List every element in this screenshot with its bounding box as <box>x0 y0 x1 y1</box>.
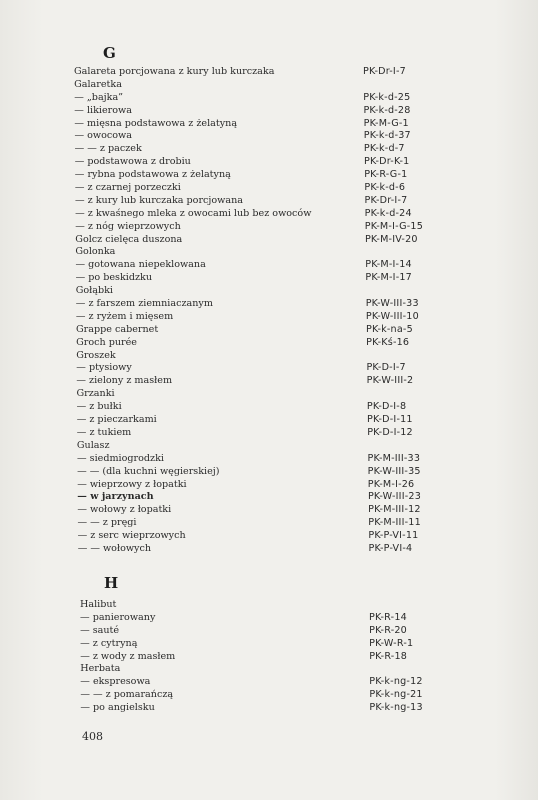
entry-name: Galaretka <box>74 78 122 90</box>
entry-code: PK-P-VI-4 <box>368 542 413 554</box>
index-entry <box>0 543 538 556</box>
entry-name: — — z pomarańczą <box>80 689 174 701</box>
entry-name: — z serc wieprzowych <box>77 530 186 542</box>
index-entry <box>0 92 538 105</box>
entry-code: PK-Kś-16 <box>366 336 410 348</box>
index-entry <box>0 388 538 401</box>
entry-name: — siedmiogrodzki <box>77 452 164 464</box>
entry-name: — panierowany <box>80 611 156 623</box>
entry-name: — zielony z masłem <box>76 375 173 387</box>
entry-name: Groszek <box>76 349 116 361</box>
entry-name: — z nóg wieprzowych <box>75 220 181 232</box>
section-g <box>0 66 538 556</box>
entry-name: — wieprzowy z łopatki <box>77 478 187 490</box>
index-entry <box>0 625 538 638</box>
index-entry <box>0 651 538 664</box>
entry-name: — wołowy z łopatki <box>77 504 172 516</box>
index-entry <box>0 427 538 440</box>
index-entry <box>0 676 538 689</box>
entry-code: PK-k-ng-12 <box>369 676 423 688</box>
entry-code: PK-Dr-I-7 <box>364 194 408 206</box>
index-entry <box>0 272 538 285</box>
index-entry <box>0 105 538 118</box>
index-entry <box>0 79 538 92</box>
index-entry <box>0 530 538 543</box>
entry-code: PK-R-14 <box>369 611 407 623</box>
entry-name: Gulasz <box>76 439 110 451</box>
entry-name: — owocowa <box>74 130 132 142</box>
index-entry <box>0 362 538 375</box>
entry-name: — z bułki <box>76 401 122 413</box>
index-entry <box>0 298 538 311</box>
entry-code: PK-R-18 <box>369 650 408 662</box>
entry-name: — — z pręgi <box>77 517 137 529</box>
entry-code: PK-P-VI-11 <box>368 530 419 542</box>
index-entry <box>0 259 538 272</box>
entry-code: PK-R-G-1 <box>364 169 408 181</box>
entry-code: PK-k-d-7 <box>363 143 405 155</box>
entry-code: PK-k-d-25 <box>363 91 411 103</box>
index-entry <box>0 375 538 388</box>
entry-name: — podstawowa z drobiu <box>74 156 191 168</box>
entry-name: — likierowa <box>74 104 132 116</box>
index-entry <box>0 285 538 298</box>
entry-code: PK-W-III-2 <box>366 375 414 387</box>
index-entry <box>0 118 538 131</box>
index-entry <box>0 143 538 156</box>
index-entry <box>0 689 538 702</box>
entry-code: PK-k-d-24 <box>364 207 412 219</box>
entry-code: PK-D-I-8 <box>366 401 407 413</box>
entry-name: — sauté <box>80 624 120 636</box>
entry-name: — „bajka” <box>74 91 124 103</box>
entry-name: — z kwaśnego mleka z owocami lub bez owoców <box>75 207 312 219</box>
entry-name: — z pieczarkami <box>76 414 157 426</box>
entry-name: — ekspresowa <box>80 676 151 688</box>
entry-name: — gotowana niepeklowana <box>75 259 206 271</box>
entry-name: — z ryżem i mięsem <box>75 310 174 322</box>
index-entry <box>0 311 538 324</box>
entry-code: PK-M-IV-20 <box>364 233 418 245</box>
entry-name: — po angielsku <box>80 702 155 714</box>
index-entry <box>0 182 538 195</box>
entry-name: — z czarnej porzeczki <box>74 182 181 194</box>
index-entry <box>0 491 538 504</box>
entry-code: PK-Dr-I-7 <box>363 66 406 77</box>
entry-name: Grappe cabernet <box>76 323 159 335</box>
entry-name: Grzanki <box>76 388 115 400</box>
entry-code: PK-M-III-12 <box>368 504 421 516</box>
entry-code: PK-M-III-11 <box>368 517 421 529</box>
entry-name: Galareta porcjowana z kury lub kurczaka <box>74 66 275 77</box>
entry-name: Halibut <box>80 599 117 610</box>
index-entry <box>0 401 538 414</box>
entry-code: PK-W-III-23 <box>367 491 421 503</box>
entry-code: PK-M-I-G-15 <box>364 220 424 232</box>
index-entry <box>0 195 538 208</box>
entry-name: — z kury lub kurczaka porcjowana <box>75 194 243 206</box>
index-entry <box>0 234 538 247</box>
entry-code: PK-Dr-K-1 <box>364 156 410 168</box>
index-entry <box>0 350 538 363</box>
entry-code: PK-M-G-1 <box>363 117 409 129</box>
entry-code: PK-D-I-12 <box>367 426 413 438</box>
entry-name: — rybna podstawowa z żelatyną <box>74 169 231 181</box>
entry-code: PK-k-na-5 <box>366 323 413 335</box>
entry-code: PK-k-d-28 <box>363 104 411 116</box>
entry-name: Golcz cielęca duszona <box>75 233 183 245</box>
index-entry <box>0 504 538 517</box>
index-entry <box>0 324 538 337</box>
index-entry <box>0 453 538 466</box>
entry-name: — — z paczek <box>74 143 142 155</box>
entry-name: — z cytryną <box>80 637 138 649</box>
index-entry <box>0 246 538 259</box>
entry-code: PK-M-I-26 <box>367 478 415 490</box>
entry-code: PK-M-I-14 <box>365 259 412 271</box>
index-entry <box>0 414 538 427</box>
entry-name: Gołąbki <box>75 285 113 297</box>
entry-name: Golonka <box>75 246 116 258</box>
entry-name: Herbata <box>80 663 121 675</box>
entry-code: PK-D-I-7 <box>366 362 406 374</box>
entry-name: — — wołowych <box>77 542 152 554</box>
entry-name: — z wody z masłem <box>80 650 176 662</box>
entry-code: PK-M-I-17 <box>365 272 412 284</box>
entry-name: — po beskidzku <box>75 272 153 284</box>
entry-code: PK-k-ng-21 <box>369 689 423 701</box>
entry-code: PK-D-I-11 <box>367 414 413 426</box>
entry-code: PK-M-III-33 <box>367 452 421 464</box>
index-entry <box>0 599 538 612</box>
index-entry <box>0 130 538 143</box>
index-entry <box>0 440 538 453</box>
index-entry <box>0 208 538 221</box>
entry-name: — — (dla kuchni węgierskiej) <box>77 465 220 477</box>
index-entry <box>0 66 538 79</box>
entry-code: PK-W-III-10 <box>365 310 419 322</box>
section-letter-h: H <box>104 574 119 592</box>
section-letter-g: G <box>103 44 116 62</box>
page-number: 408 <box>82 730 103 743</box>
index-entry <box>0 612 538 625</box>
entry-name: — z tukiem <box>76 426 132 438</box>
entry-name: — w jarzynach <box>77 491 154 503</box>
entry-name: — mięsna podstawowa z żelatyną <box>74 117 238 129</box>
index-entry <box>0 337 538 350</box>
entry-code: PK-k-d-37 <box>363 130 411 142</box>
index-entry <box>0 221 538 234</box>
entry-name: — z farszem ziemniaczanym <box>75 298 213 310</box>
index-entry <box>0 466 538 479</box>
index-entry <box>0 169 538 182</box>
entry-code: PK-R-20 <box>369 624 407 636</box>
entry-code: PK-k-d-6 <box>364 182 406 194</box>
index-entry <box>0 702 538 715</box>
index-entry <box>0 156 538 169</box>
index-entry <box>0 479 538 492</box>
entry-code: PK-W-III-35 <box>367 465 421 477</box>
entry-code: PK-k-ng-13 <box>369 702 423 714</box>
index-entry <box>0 638 538 651</box>
index-entry <box>0 663 538 676</box>
entry-code: PK-W-R-1 <box>369 637 414 649</box>
entry-name: Groch purée <box>76 336 137 348</box>
index-entry <box>0 517 538 530</box>
entry-code: PK-W-III-33 <box>365 298 419 310</box>
entry-name: — ptysiowy <box>76 362 132 374</box>
section-h <box>0 599 538 715</box>
